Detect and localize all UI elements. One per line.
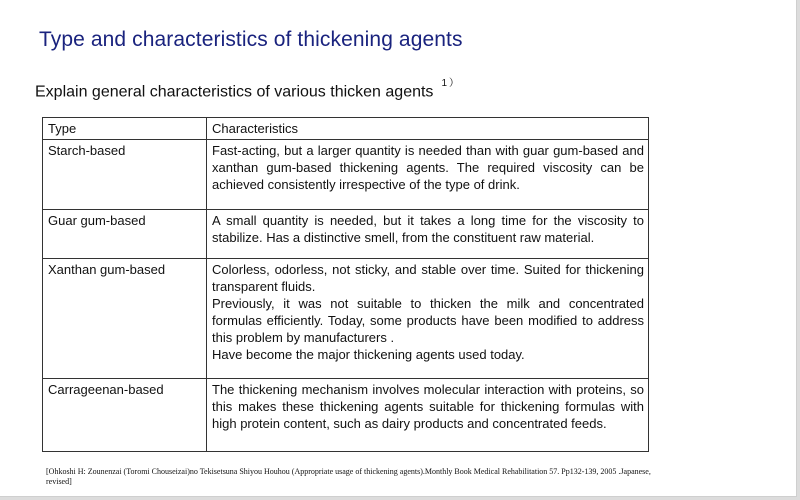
table-row <box>43 259 649 379</box>
characteristics-cell <box>207 259 649 379</box>
table-header-row <box>43 118 649 140</box>
characteristics-text: The thickening mechanism involves molecular interaction with proteins, so this makes these thickening agents suitable for thickening formulas with high protein content, such as dairy products and concentrated feeds. <box>212 382 644 431</box>
table-row <box>43 210 649 259</box>
citation: [Ohkoshi H: Zounenzai (Toromi Chouseizai)no Tekisetsuna Shiyou Houhou (Appropriate usage of thickening agents).Monthly Book Medical Rehabilitation 57. Pp132-139, 2005 .Japanese, revised] <box>46 467 651 486</box>
characteristics-cell <box>207 379 649 452</box>
characteristics-text: Fast-acting, but a larger quantity is needed than with guar gum-based and xanthan gum-based thickening agents. The required viscosity can be achieved consistently irrespective of the type of drink. <box>212 143 644 192</box>
characteristics-text: Colorless, odorless, not sticky, and stable over time. Suited for thickening transparent fluids. <box>212 262 644 294</box>
table-row <box>43 379 649 452</box>
characteristics-text: Previously, it was not suitable to thicken the milk and concentrated formulas efficiently. Today, some products have been modified to address this problem by manufacturers . <box>212 296 644 345</box>
thickener-characteristics-table <box>42 117 649 452</box>
characteristics-cell <box>207 140 649 210</box>
slide-subtitle <box>35 78 461 101</box>
type-cell: Guar gum-based <box>43 210 207 259</box>
characteristics-text: A small quantity is needed, but it takes a long time for the viscosity to stabilize. Has a distinctive smell, from the constituent raw material. <box>212 213 644 245</box>
subtitle-text: Explain general characteristics of various thicken agents <box>35 83 434 101</box>
type-cell: Starch-based <box>43 140 207 210</box>
characteristics-text: Have become the major thickening agents used today. <box>212 347 525 362</box>
slide-title: Type and characteristics of thickening agents <box>39 28 463 51</box>
column-header-type: Type <box>43 118 207 140</box>
type-cell: Carrageenan-based <box>43 379 207 452</box>
type-cell: Xanthan gum-based <box>43 259 207 379</box>
table-row <box>43 140 649 210</box>
subtitle-reference-mark: 1） <box>441 78 461 89</box>
characteristics-cell <box>207 210 649 259</box>
column-header-characteristics: Characteristics <box>207 118 649 140</box>
